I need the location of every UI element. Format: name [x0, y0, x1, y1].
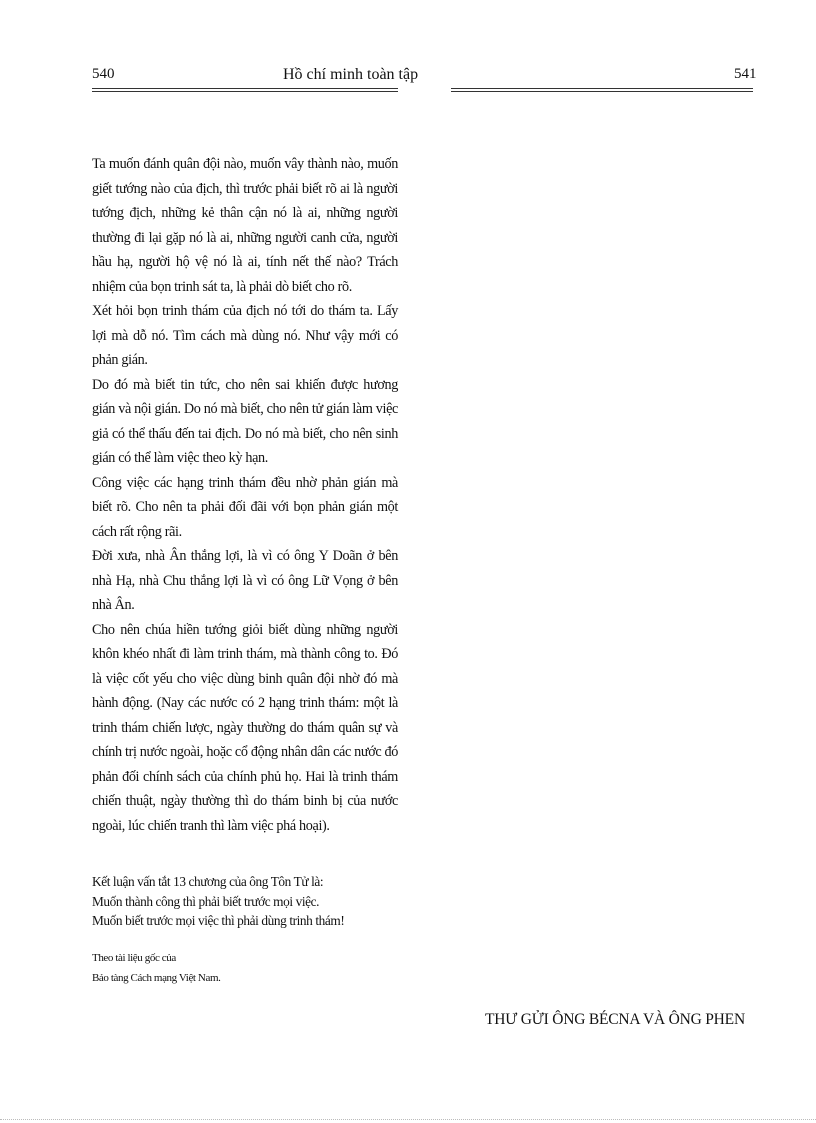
- body-paragraph: Công việc các hạng trinh thám đều nhờ phản gián mà biết rõ. Cho nên ta phải đối đãi với bọn phản gián một cách rất rộng rãi.: [92, 474, 398, 540]
- next-letter-title: THƯ GỬI ÔNG BÉCNA VÀ ÔNG PHEN: [485, 1011, 745, 1028]
- left-page-number: 540: [92, 66, 115, 82]
- right-page-number: 541: [734, 66, 757, 82]
- conclusion-block: [92, 874, 398, 933]
- left-column-body: [92, 152, 398, 838]
- conclusion-line: Kết luận vấn tắt 13 chương của ông Tôn Tử là:: [92, 874, 324, 889]
- source-note: [92, 948, 220, 988]
- running-title: Hồ chí minh toàn tập: [283, 66, 419, 83]
- body-paragraph: Cho nên chúa hiền tướng giỏi biết dùng những người khôn khéo nhất đi làm trinh thám, mà thành công to. Đó là việc cốt yếu cho việc dùng binh quân đội nhờ đó mà hành động. (Nay các nước có 2 hạng trinh thám: một là trinh thám chiến lược, ngày thường do thám quân sự và chính trị nước ngoài, hoặc cổ động nhân dân các nước đó phản đối chính sách của chính phủ họ. Hai là trinh thám chiến thuật, ngày thường thì do thám binh bị của nước ngoài, lúc chiến tranh thì làm việc phá hoại).: [92, 621, 398, 834]
- right-header-rule: [451, 88, 753, 92]
- body-paragraph: Xét hỏi bọn trinh thám của địch nó tới do thám ta. Lấy lợi mà dỗ nó. Tìm cách mà dùng nó. Như vậy mới có phản gián.: [92, 303, 398, 368]
- conclusion-line: Muốn biết trước mọi việc thì phải dùng trinh thám!: [92, 913, 345, 928]
- source-line: Theo tài liệu gốc của: [92, 952, 176, 964]
- body-paragraph: Đời xưa, nhà Ân thắng lợi, là vì có ông Y Doãn ở bên nhà Hạ, nhà Chu thắng lợi là vì có ông Lữ Vọng ở bên nhà Ân.: [92, 548, 398, 613]
- left-header-rule: [92, 88, 398, 92]
- bottom-dotted-rule: [0, 1119, 816, 1120]
- conclusion-line: Muốn thành công thì phải biết trước mọi việc.: [92, 893, 320, 909]
- body-paragraph: Do đó mà biết tin tức, cho nên sai khiến được hương gián và nội gián. Do nó mà biết, cho nên tử gián làm việc giả có thể thấu đến tai địch. Do nó mà biết, cho nên sinh gián có thể làm việc theo kỳ hạn.: [92, 376, 398, 466]
- body-paragraph: Ta muốn đánh quân đội nào, muốn vây thành nào, muốn giết tướng nào của địch, thì trước phải biết rõ ai là người tướng địch, những kẻ thân cận nó là ai, những người thường đi lại gặp nó là ai, những người canh cửa, người hầu hạ, người hộ vệ nó là ai, tính nết thế nào? Trách nhiệm của bọn trinh sát ta, là phải dò biết cho rõ.: [92, 156, 398, 295]
- source-line: Bảo tàng Cách mạng Việt Nam.: [92, 972, 221, 984]
